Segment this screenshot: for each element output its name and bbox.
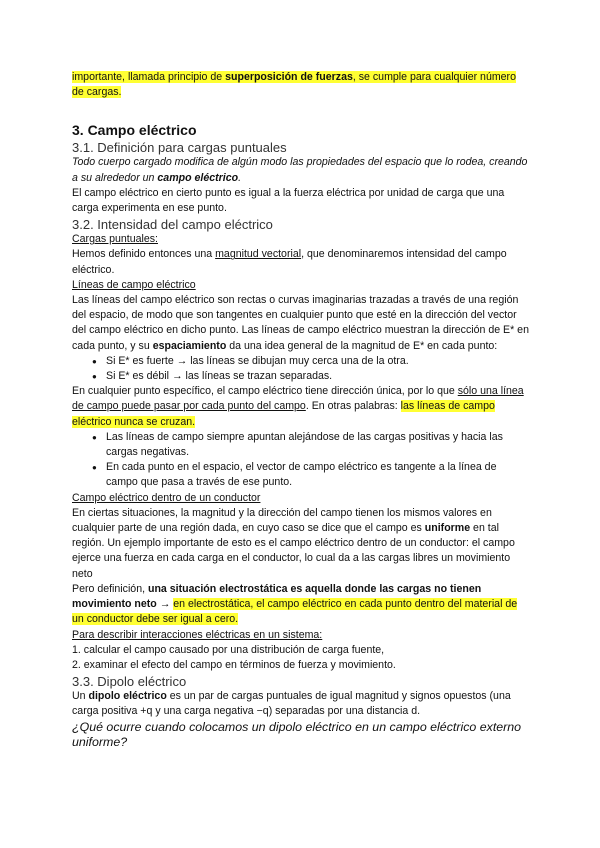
s32-p3-a: En cualquier punto específico, el campo eléctrico tiene dirección única, por lo que (72, 385, 458, 398)
s32-p2-bold: espaciamiento (152, 339, 227, 352)
s32-step-1: 1. calcular el campo causado por una distribución de carga fuente, (72, 643, 385, 656)
s31-italic-bold: campo eléctrico (157, 171, 239, 184)
s32-p2-a: Las líneas del campo eléctrico son rectas o curvas imaginarias trazadas a través de una región del espacio, de modo que son tangentes en cualquier punto que esté en la dirección del vector del campo eléctrico en dicho punto. Las líneas de campo eléctrico muestran la dirección de E* en cada punto, y su (72, 294, 529, 352)
s32-sub-conductor: Campo eléctrico dentro de un conductor (72, 491, 261, 504)
s32-bullet-list-2 (72, 430, 530, 491)
intro-text-2: , se cumple para cualquier número de cargas. (72, 71, 516, 99)
s32-p4-a: En ciertas situaciones, la magnitud y la dirección del campo tienen los mismos valores en cualquier parte de una región dada, en cuyo caso se dice que el campo es (72, 506, 492, 535)
s32-p1-underline: magnitud vectorial (215, 248, 302, 261)
list-item: ● Si E* es débil → las líneas se trazan separadas. (92, 369, 530, 384)
s32-paragraph-5 (72, 582, 530, 628)
s31-italic-end: . (238, 171, 242, 184)
s32-p1-b: , que denominaremos intensidad del campo eléctrico. (72, 248, 507, 276)
s32-p2-c: da una idea general de la magnitud de E* en cada punto: (226, 339, 498, 352)
s32-p5-a: Pero definición, (72, 582, 148, 595)
s32-p1-a: Hemos definido entonces una (72, 248, 216, 261)
s32-paragraph-4 (72, 506, 530, 582)
intro-paragraph (72, 70, 530, 100)
section-3-heading: 3. Campo eléctrico (72, 122, 197, 139)
s32-p4-bold: uniforme (424, 522, 471, 535)
s32-sub-describe: Para describir interacciones eléctricas en un sistema: (72, 628, 323, 641)
s31-italic-paragraph (72, 155, 530, 185)
s32-paragraph-2 (72, 293, 530, 354)
s32-sub-point-charges: Cargas puntuales: (72, 233, 158, 246)
s32-p5-arrow: → (156, 598, 174, 611)
s33-p1-bold: dipolo eléctrico (88, 690, 167, 703)
s32-p3-b: . En otras palabras: (305, 400, 401, 413)
s32-p5-highlight: en electrostática, el campo eléctrico en cada punto dentro del material de un conductor debe ser igual a cero. (72, 598, 518, 626)
intro-text-1: importante, llamada principio de (72, 71, 226, 83)
s32-p3-underline: sólo una línea de campo puede pasar por cada punto del campo (72, 385, 524, 413)
intro-bold: superposición de fuerzas (225, 71, 353, 83)
s32-paragraph-3 (72, 384, 530, 430)
s33-p1-a: Un (72, 690, 89, 703)
s32-p5-bold: una situación electrostática es aquella donde las cargas no tienen movimiento neto (72, 582, 482, 611)
list-item: ● Las líneas de campo siempre apuntan alejándose de las cargas positivas y hacia las cargas negativas. (92, 430, 530, 460)
s31-paragraph: El campo eléctrico en cierto punto es igual a la fuerza eléctrica por unidad de carga que una carga experimenta en ese punto. (72, 186, 505, 215)
s32-sub-field-lines: Líneas de campo eléctrico (72, 278, 196, 291)
s33-question: ¿Qué ocurre cuando colocamos un dipolo eléctrico en un campo eléctrico externo uniforme? (72, 719, 522, 749)
list-item: ● En cada punto en el espacio, el vector de campo eléctrico es tangente a la línea de campo que pasa a través de ese punto. (92, 460, 530, 490)
s33-p1-c: es un par de cargas puntuales de igual magnitud y signos opuestos (una carga positiva +q y una carga negativa −q) separadas por una distancia d. (72, 690, 511, 718)
section-3-2-heading: 3.2. Intensidad del campo eléctrico (72, 217, 273, 233)
s32-bullet-list-1 (72, 354, 530, 384)
s33-paragraph (72, 689, 530, 719)
s32-p3-highlight: las líneas de campo eléctrico nunca se cruzan. (72, 400, 495, 428)
section-3-3-heading: 3.3. Dipolo eléctrico (72, 674, 187, 690)
s31-italic-text: Todo cuerpo cargado modifica de algún modo las propiedades del espacio que lo rodea, creando a su alrededor un (72, 156, 528, 184)
s32-p4-c: en tal región. Un ejemplo importante de esto es el campo eléctrico dentro de un conductor: el campo ejerce una fuerza en cada carga en el conductor, lo cual da a las cargas libres un movimiento neto (72, 522, 515, 580)
s32-paragraph-1 (72, 247, 530, 277)
document-page (72, 70, 530, 750)
list-item: ● Si E* es fuerte → las líneas se dibujan muy cerca una de la otra. (92, 354, 530, 369)
s32-step-2: 2. examinar el efecto del campo en términos de fuerza y movimiento. (72, 658, 396, 671)
section-3-1-heading: 3.1. Definición para cargas puntuales (72, 140, 287, 156)
